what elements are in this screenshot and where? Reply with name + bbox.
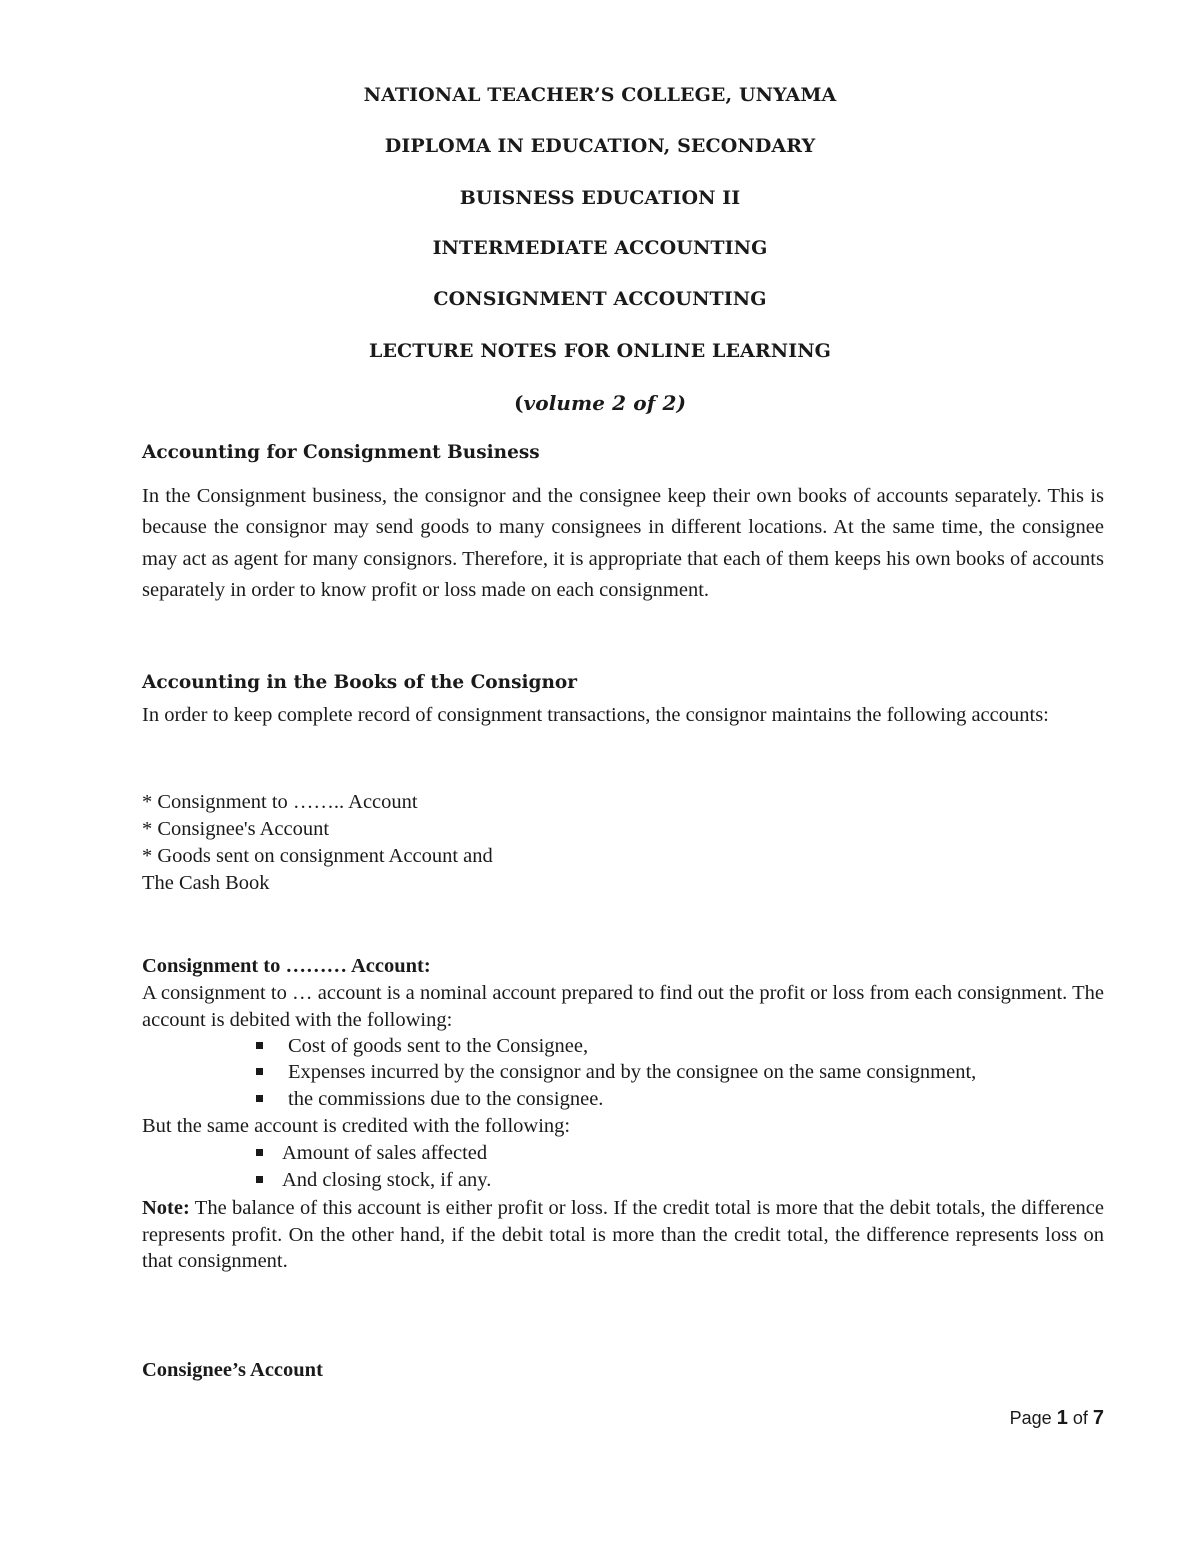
list-item — [256, 1061, 976, 1084]
course-title: INTERMEDIATE ACCOUNTING — [432, 237, 768, 259]
college-title: NATIONAL TEACHER’S COLLEGE, UNYAMA — [363, 84, 837, 106]
bullet-square-icon — [256, 1042, 263, 1049]
list-item-text: Amount of sales affected — [282, 1142, 488, 1164]
credit-intro: But the same account is credited with the following: — [142, 1115, 571, 1137]
section-heading-consignee-account: Consignee’s Account — [142, 1359, 323, 1381]
section-heading-books-of-consignor: Accounting in the Books of the Consignor — [142, 672, 578, 693]
note-label: Note: — [142, 1197, 190, 1219]
page-footer — [1010, 1407, 1104, 1430]
note-text: The balance of this account is either profit or loss. If the credit total is more that the debit totals, the difference represents profit. On the other hand, if the debit total is more than the credit total, the difference represents loss on that consignment. — [142, 1197, 1104, 1273]
list-item — [256, 1142, 487, 1165]
bullet-square-icon — [256, 1095, 263, 1102]
list-item-text: And closing stock, if any. — [282, 1169, 492, 1191]
consignment-account-intro: A consignment to … account is a nominal account prepared to find out the profit or loss from each consignment. The account is debited with the following: — [142, 982, 1104, 1031]
diploma-title: DIPLOMA IN EDUCATION, SECONDARY — [384, 135, 816, 157]
topic-title: CONSIGNMENT ACCOUNTING — [433, 288, 767, 310]
bullet-square-icon — [256, 1068, 263, 1075]
list-item-text: Expenses incurred by the consignor and by the consignee on the same consignment, — [288, 1061, 977, 1083]
bullet-square-icon — [256, 1176, 263, 1183]
notes-title: LECTURE NOTES FOR ONLINE LEARNING — [368, 340, 832, 362]
page-word: Page — [1009, 1408, 1052, 1428]
section-heading-consignment-business: Accounting for Consignment Business — [142, 442, 540, 463]
list-item — [256, 1035, 588, 1058]
list-item: * Goods sent on consignment Account and — [142, 845, 493, 867]
page-number: 1 — [1056, 1407, 1068, 1429]
volume-text: volume 2 of 2) — [523, 391, 687, 415]
section-body-consignment-business: In the Consignment business, the consignor and the consignee keep their own books of accounts separately. This is because the consignor may send goods to many consignees in different locations. At the same time, the consignee may act as agent for many consignors. Therefore, it is appropriate that each of them keeps his own books of accounts separately in order to know profit or loss made on each consignment. — [142, 485, 1104, 601]
list-item — [256, 1088, 603, 1111]
list-item: The Cash Book — [142, 872, 270, 894]
volume-label — [0, 391, 1200, 415]
note-paragraph — [142, 1195, 1104, 1275]
list-item: * Consignee's Account — [142, 818, 330, 840]
list-item — [256, 1169, 491, 1192]
section-heading-consignment-account: Consignment to ……… Account: — [142, 955, 431, 977]
subject-title: BUISNESS EDUCATION II — [459, 187, 741, 209]
of-word: of — [1072, 1408, 1088, 1428]
section-body-books-of-consignor: In order to keep complete record of consignment transactions, the consignor maintains the following accounts: — [142, 704, 1049, 726]
bullet-square-icon — [256, 1149, 263, 1156]
volume-paren: ( — [513, 391, 524, 415]
list-item-text: the commissions due to the consignee. — [288, 1088, 604, 1110]
page-total: 7 — [1092, 1407, 1104, 1429]
list-item: * Consignment to …….. Account — [142, 791, 418, 813]
list-item-text: Cost of goods sent to the Consignee, — [288, 1035, 589, 1057]
